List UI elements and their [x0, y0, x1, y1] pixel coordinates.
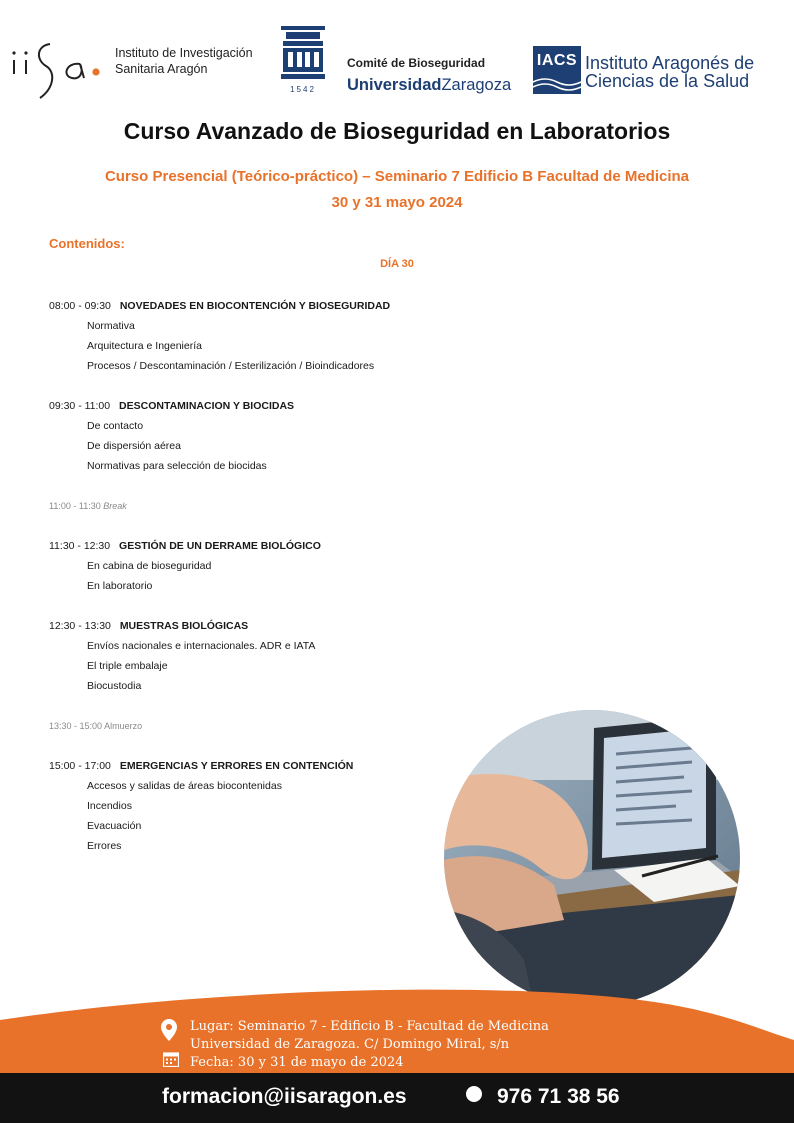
- unizar-name-bold: Universidad: [347, 76, 442, 94]
- iacs-wave-icon: [533, 74, 581, 94]
- subtitle-line1: Curso Presencial (Teórico-práctico) – Seminario 7 Edificio B Facultad de Medicina: [104, 168, 690, 185]
- iacs-name-line1: Instituto Aragonés de: [585, 53, 755, 73]
- iacs-name: [585, 54, 794, 90]
- break-time: 13:30 - 15:00: [49, 721, 103, 731]
- agenda-item: Normativas para selección de biocidas: [87, 460, 267, 472]
- agenda-time: 12:30 - 13:30: [49, 620, 111, 632]
- venue-line1: Lugar: Seminario 7 - Edificio B - Facultad de Medicina: [190, 1019, 549, 1034]
- iacs-name-line2: Ciencias de la Salud: [585, 71, 750, 91]
- agenda-item: Normativa: [87, 320, 135, 332]
- laptop-photo: [444, 710, 740, 1006]
- agenda-block-head: [49, 756, 479, 776]
- agenda-time: 15:00 - 17:00: [49, 760, 111, 772]
- unizar-comite: Comité de Bioseguridad: [347, 56, 486, 70]
- agenda-time: 11:30 - 12:30: [49, 540, 111, 552]
- iacs-badge: [533, 46, 581, 94]
- break-line: [49, 716, 479, 736]
- agenda: [49, 296, 479, 876]
- agenda-block-head: [49, 296, 479, 316]
- agenda-topic: GESTIÓN DE UN DERRAME BIOLÓGICO: [119, 540, 321, 552]
- agenda-block-head: [49, 396, 479, 416]
- iacs-abbr: IACS: [536, 52, 578, 69]
- agenda-block: [49, 536, 479, 596]
- agenda-item: Arquitectura e Ingeniería: [87, 340, 202, 352]
- contact-phone[interactable]: 976 71 38 56: [497, 1085, 620, 1108]
- laptop-photo-illustration: [444, 710, 740, 1006]
- agenda-block: [49, 756, 479, 856]
- break-label: Almuerzo: [104, 721, 143, 731]
- agenda-time: 09:30 - 11:00: [49, 400, 111, 412]
- unizar-logo: [347, 56, 527, 95]
- agenda-block: [49, 396, 479, 476]
- iisa-name: [115, 45, 285, 77]
- contact-email[interactable]: formacion@iisaragon.es: [162, 1085, 407, 1108]
- agenda-block: [49, 296, 479, 376]
- agenda-item: En laboratorio: [87, 580, 153, 592]
- agenda-item: Accesos y salidas de áreas biocontenidas: [87, 780, 282, 792]
- agenda-item: Incendios: [87, 800, 132, 812]
- agenda-item: El triple embalaje: [87, 660, 168, 672]
- venue-info: [190, 1018, 549, 1072]
- calendar-icon: [163, 1051, 179, 1067]
- day-label: DÍA 30: [380, 258, 414, 270]
- header-logos: [0, 24, 794, 104]
- agenda-topic: MUESTRAS BIOLÓGICAS: [119, 620, 249, 632]
- break-label: Break: [103, 501, 127, 511]
- agenda-item: Procesos / Descontaminación / Esterilización / Bioindicadores: [87, 360, 375, 372]
- contents-label: Contenidos:: [49, 236, 125, 251]
- agenda-block: [49, 616, 479, 696]
- agenda-item: De contacto: [87, 420, 144, 432]
- agenda-block-head: [49, 616, 479, 636]
- iisa-mark-icon: [10, 42, 100, 102]
- agenda-topic: NOVEDADES EN BIOCONTENCIÓN Y BIOSEGURIDAD: [119, 300, 391, 312]
- agenda-item: En cabina de bioseguridad: [87, 560, 212, 572]
- unizar-name-regular: Zaragoza: [441, 76, 512, 94]
- unizar-name: [347, 75, 527, 95]
- agenda-item: Envíos nacionales e internacionales. ADR e IATA: [87, 640, 316, 652]
- agenda-item: Evacuación: [87, 820, 142, 832]
- unizar-seal-icon: [278, 24, 328, 96]
- location-pin-icon: [161, 1019, 177, 1041]
- unizar-seal-year: 1542: [290, 85, 316, 94]
- agenda-item: Biocustodia: [87, 680, 142, 692]
- agenda-topic: DESCONTAMINACION Y BIOCIDAS: [119, 400, 295, 412]
- iisa-name-line1: Instituto de Investigación: [115, 46, 253, 60]
- agenda-item: Errores: [87, 840, 122, 852]
- agenda-block-head: [49, 536, 479, 556]
- course-subtitle: [0, 164, 794, 216]
- agenda-time: 08:00 - 09:30: [49, 300, 111, 312]
- subtitle-dates: 30 y 31 mayo 2024: [331, 194, 463, 211]
- phone-icon: [466, 1086, 482, 1102]
- venue-line2: Universidad de Zaragoza. C/ Domingo Miral, s/n: [190, 1037, 510, 1052]
- iisa-name-line2: Sanitaria Aragón: [115, 62, 208, 76]
- date-line: Fecha: 30 y 31 de mayo de 2024: [190, 1055, 404, 1070]
- break-time: 11:00 - 11:30: [49, 501, 101, 511]
- page-title: Curso Avanzado de Bioseguridad en Laboratorios: [123, 118, 671, 144]
- agenda-topic: EMERGENCIAS Y ERRORES EN CONTENCIÓN: [119, 760, 354, 772]
- agenda-item: De dispersión aérea: [87, 440, 181, 452]
- break-line: [49, 496, 479, 516]
